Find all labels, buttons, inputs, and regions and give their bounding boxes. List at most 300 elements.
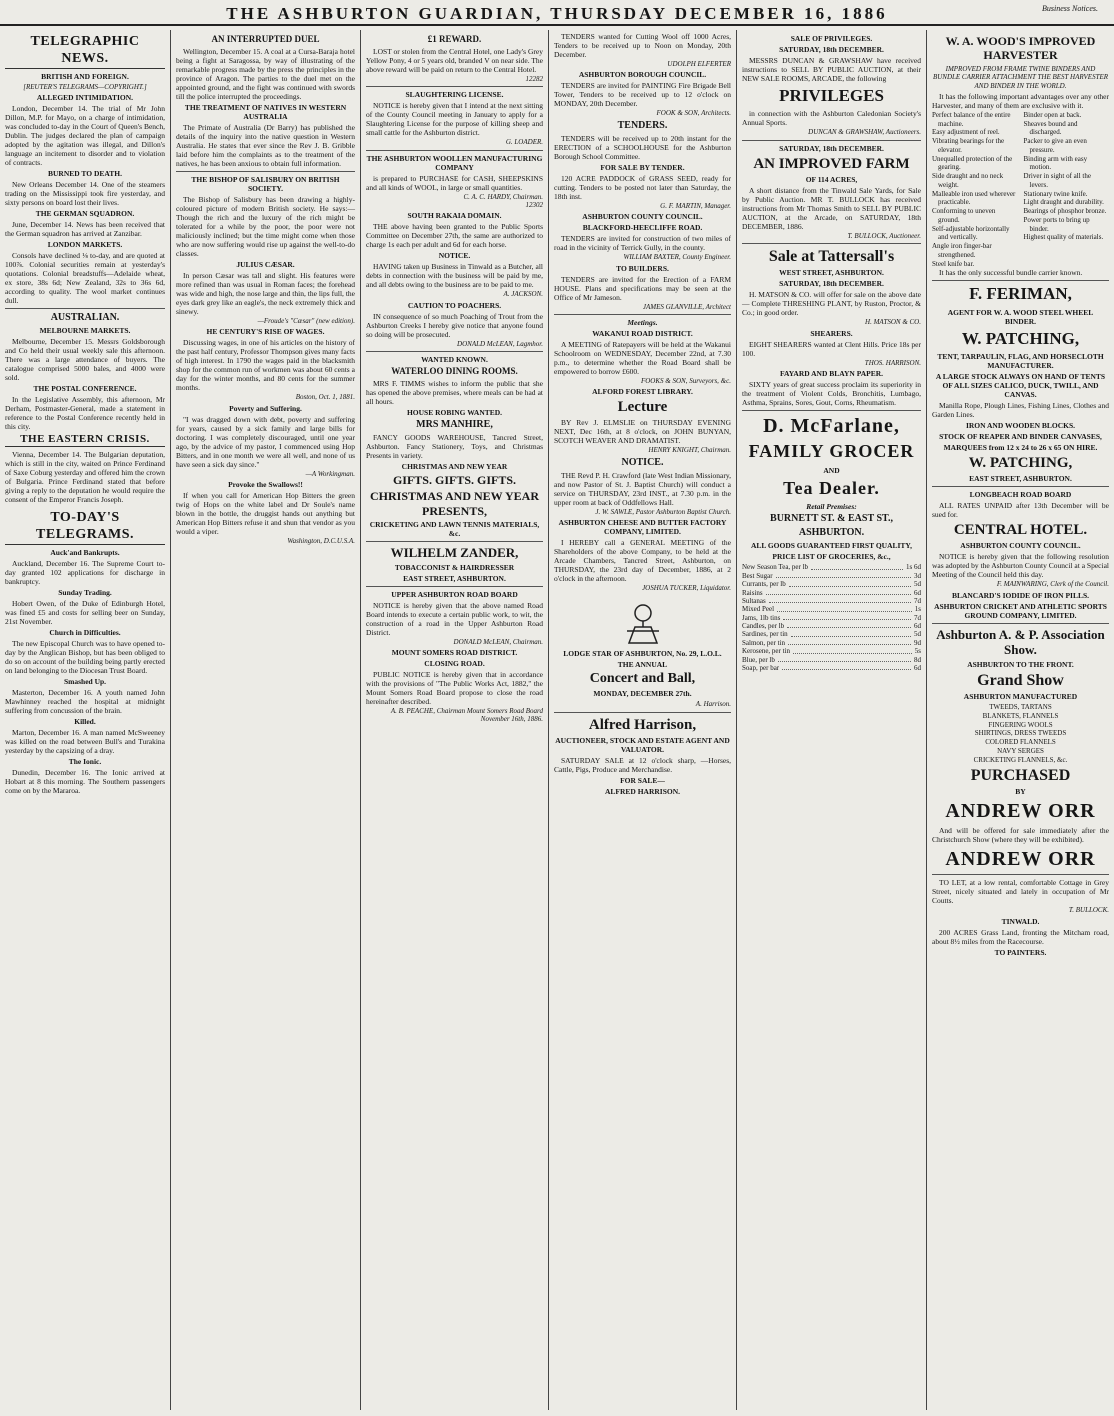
price-row [742,572,921,580]
notice-body: ALL RATES UNPAID after 13th December will be sued for. [932,501,1109,520]
tender-title: TO BUILDERS. [616,263,669,273]
ad-title: CHRISTMAS AND NEW YEAR [401,461,508,471]
notice-title: LONGBEACH ROAD BOARD [969,490,1072,500]
ad-body: MRS F. TIMMS wishes to inform the public that she has opened the above premises, where meals can be had at all hours. [366,378,543,406]
hotel-name: CENTRAL HOTEL. [953,522,1088,539]
harvester-feature: Highest quality of materials. [1023,233,1104,242]
auctioneer-footer: ALFRED HARRISON. [604,786,680,796]
australian-heading: AUSTRALIAN. [50,311,120,323]
harvester-feature: Binding arm with easy motion. [1023,154,1088,172]
harvester-feature: Angle iron finger-bar strengthened. [932,242,992,259]
article-body: "I was dragged down with debt, poverty and suffering for years, caused by a sick family and large bills for doctoring. I was completely discouraged, until one year ago, by the advice of my pastor, I commenced using Hop Bitters, and in one month we were all well, and none of us have seen a sick day since." [176,414,355,469]
concert-date: MONDAY, DECEMBER 27th. [593,689,692,699]
price-row [742,580,921,588]
news-body: Melbourne, December 15. Messrs Goldsborough and Co held their usual weekly sale this afternoon. There was a large attendance of buyers. The catalogue comprised 5000 bales, and 4000 were sold. [5,336,165,382]
price-leader [769,597,911,603]
todays-telegrams-heading: TO-DAY'S TELEGRAMS. [5,510,165,545]
auction-date: SATURDAY, 18th DECEMBER. [779,45,884,54]
meeting-body: THE Revd P. H. Crawford (late West Indian Missionary, and now Pastor of St. J. Baptist Church) will conduct a service on THURSDAY, 23rd INST., at 7.30 p.m. in the upper room at back of Oddfellows Hall. [554,470,731,507]
news-body: London, December 14. The trial of Mr John Dillon, M.P. for Mayo, on a charge of intimidation, was concluded to-day in the Court of Queen's Bench, Dublin. The judges declared the plan of campaign adopted by the agitation was illegal, and Dillon's language an incitement to disorder and to violation of contracts. [5,103,165,167]
harvester-features-left [932,111,1018,269]
price-value: 5s [914,647,921,656]
article-body: The Bishop of Salisbury has been drawing a highly-coloured picture of modern British society. He says:—Though the rich and the luxury of the rich might be tolerated for a while by the poor, the poor were not maliciously inclined; but the time might come when those who are now suffering would rise up against the well-to-do classes. [176,194,355,258]
feriman-name: F. FERIMAN, [969,284,1072,304]
auction-date: SATURDAY, 18th DECEMBER. [779,279,884,289]
harvester-feature: Vibrating bearings for the elevator. [932,137,1005,154]
ad-title: CRICKETING AND LAWN TENNIS MATERIALS, &c. [369,520,540,539]
article-title: THE BISHOP OF SALISBURY ON BRITISH SOCIETY. [191,174,340,193]
patching-lines: Manilla Rope, Plough Lines, Fishing Lines, Clothes and Garden Lines. [932,401,1109,420]
harvester-features [932,111,1109,269]
divider [554,712,731,713]
article-title: JULIUS CÆSAR. [236,259,295,269]
article-body: Wellington, December 15. A coal at a Cursa-Baraja hotel being a fight at Saragossa, by way of illustrating of the remarkable progress made by the press the principles in the province of Aragon. The parties to the duel met on the appointed ground, and the fight was continued with swords till the police interrupted the proceedings. [176,46,355,101]
andrew-orr-body: And will be offered for sale immediately after the Christchurch Show (where they will be exhibited). [932,826,1109,845]
notice-body: NOTICE is hereby given that the following resolution was adopted by the Ashburton County Council at a Special Meeting of the Council held this day. [932,552,1109,580]
subheading: BRITISH AND FOREIGN. [41,71,129,81]
notice-body: is prepared to PURCHASE for CASH, SHEEPSKINS and all kinds of WOOL, in large or small quantities. [366,173,543,192]
grocer-street: BURNETT ST. & EAST ST., [770,513,893,525]
tender-subtitle: BLACKFORD-HEECLIFFE ROAD. [582,223,703,233]
price-row [742,664,921,672]
price-item: Salmon, per tin [742,638,785,647]
notice-signature: A. B. PEACHE, Chairman Mount Somers Road Board [390,707,543,716]
divider [5,308,165,309]
notice-title: £1 REWARD. [427,34,482,44]
divider [932,623,1109,624]
price-value: 9d [914,638,921,647]
tender-signature: WILLIAM BAXTER, County Engineer. [623,253,731,262]
news-body: Marton, December 16. A man named McSweeney was killed on the road between Bull's and Turakina yesterday by the capsizing of a dray. [5,727,165,755]
price-item: Soap, per bar [742,664,780,673]
price-value: 5d [914,580,921,589]
section-label: Business Notices. [1042,4,1098,13]
ad-display: WILHELM ZANDER, [390,545,519,561]
news-title: BURNED TO DEATH. [48,168,122,178]
news-body: Vienna, December 14. The Bulgarian deputation, which is still in the city, waited on Prince Ferdinand of Saxe Coburg yesterday and offered him the crown of Bulgaria. Prince Ferdinand stated that before giving a reply to the deputation he would require the consent of the Emperor Francis Joseph. [5,450,165,505]
price-list [742,563,921,672]
price-leader [776,572,911,578]
notice-title: NOTICE. [438,251,471,261]
tender-signature: JAMES GLANVILLE, Architect [642,302,731,311]
divider [366,351,543,352]
harvester-feature: Conforming to uneven ground. [932,207,996,224]
notice-body: NOTICE is hereby given that I intend at the next sitting of the County Council meeting in January to apply for a Slaughtering License for the purpose of killing sheep and small cattle for the Ashburton district. [366,101,543,138]
news-title: Smashed Up. [63,676,107,686]
auction-display: AN IMPROVED FARM [753,155,910,172]
newspaper-title: THE ASHBURTON GUARDIAN, THURSDAY DECEMBER 16, 1886 [226,4,888,23]
harvester-footer: It has the only successful bundle carrier known. [939,268,1083,278]
eastern-crisis-heading: THE EASTERN CRISIS. [5,433,165,447]
notice-title: MOUNT SOMERS ROAD DISTRICT. [391,648,518,658]
price-value: 5d [914,630,921,639]
to-let-signature: T. BULLOCK. [1068,906,1109,915]
grocer-premises: Retail Premises: [806,502,857,512]
price-leader [789,580,911,586]
harvester-subtitle: IMPROVED FROM FRAME TWINE BINDERS AND BUNDLE CARRIER ATTACHMENT THE BEST HARVESTER AND BINDER IN THE WORLD. [932,64,1109,90]
ad-title: MRS MANHIRE, [416,418,493,430]
price-leader [777,605,912,611]
auction-body: EIGHT SHEARERS wanted at Clent Hills. Price 18s per 100. [742,339,921,358]
price-value: 6d [914,622,921,631]
auction-signature: DUNCAN & GRAWSHAW, Auctioneers. [808,128,921,137]
notice-title: CAUTION TO POACHERS. [407,300,502,310]
tender-body: TENDERS wanted for Cutting Wool off 1000 Acres, Tenders to be received up to Noon on Monday, 20th December. [554,32,731,59]
divider [932,486,1109,487]
show-title: Ashburton A. & P. Association Show. [936,626,1105,658]
price-leader [766,589,911,595]
harvester-feature: Stationary twine knife. [1023,189,1088,198]
notice-title: ASHBURTON CRICKET AND ATHLETIC SPORTS GROUND COMPANY, LIMITED. [934,601,1107,620]
price-row [742,656,921,664]
auction-signature: THOS. HARRISON. [864,358,921,367]
ad-body: FANCY GOODS WAREHOUSE, Tancred Street, Ashburton. Fancy Stationery, Toys, and Christmas Presents in variety. [366,432,543,460]
notice-date: November 16th, 1886. [480,715,543,724]
harvester-feature: Self-adjustable horizontally and vertically. [932,224,1010,242]
meeting-signature: FOOKS & SON, Surveyors, &c. [640,376,731,385]
price-value: 1s [914,605,921,614]
column-auctions [737,30,926,1410]
woollen-item: NAVY SERGES [997,746,1044,755]
patching-stock: A LARGE STOCK ALWAYS ON HAND OF TENTS OF ALL SIZES CALICO, DUCK, TWILL, AND CANVAS. [935,372,1106,400]
divider [742,140,921,141]
auctioneer-display: Alfred Harrison, [588,716,697,733]
auction-title: FAYARD AND BLAYN PAPER. [779,369,884,379]
divider [932,280,1109,281]
auction-title: SALE OF PRIVILEGES. [790,34,873,43]
feriman-subtitle: AGENT FOR W. A. WOOD STEEL WHEEL BINDER. [947,307,1094,326]
auction-signature: H. MATSON & CO. [865,318,921,327]
purchased-display: PURCHASED [970,767,1071,785]
divider [742,410,921,411]
divider [176,171,355,172]
telegraphic-heading: TELEGRAPHIC NEWS. [5,34,165,69]
news-body: The new Episcopal Church was to have opened to-day by the Anglican Bishop, but has been obliged to do so on account of the building being partly erected on land belonging to the Diocesan Trust Board. [5,638,165,675]
notice-number: 12282 [525,74,543,83]
ad-title: WATERLOO DINING ROOMS. [391,366,518,377]
price-leader [811,563,903,569]
price-row [742,597,921,605]
andrew-orr-name: ANDREW ORR [945,800,1096,823]
tender-body: 120 ACRE PADDOCK of GRASS SEED, ready for cutting. Tenders to be posted not later than Saturday, the 18th inst. [554,173,731,201]
tender-title: ASHBURTON BOROUGH COUNCIL. [578,70,707,80]
notice-title: WANTED KNOWN. [421,355,488,365]
divider [932,874,1109,875]
tender-title: ASHBURTON COUNTY COUNCIL. [582,212,703,222]
harvester-feature: Unequalled protection of the gearing. [932,154,1013,172]
price-row [742,563,921,571]
price-item: Mixed Peel [742,605,775,614]
harvester-feature: Bearings of phosphor bronze. [1023,207,1107,216]
notice-title: ASHBURTON COUNTY COUNCIL. [960,541,1081,551]
price-leader [782,664,911,670]
news-title: THE POSTAL CONFERENCE. [33,383,137,393]
meeting-body: BY Rev J. ELMSLIE on THURSDAY EVENING NEXT, Dec 16th, at 8 o'clock, on JOHN BUNYAN, SCOTCH WEAVER AND DRAMATIST. [554,418,731,446]
grocer-tea: Tea Dealer. [783,477,880,498]
article-body: In person Cæsar was tall and slight. His features were more refined than was usual in Roman faces; the forehead was wide and high, the nose large and thin, the lips full, the eyes dark grey like an eagle's, the neck extremely thick and sinewy. [176,270,355,316]
meeting-body: I HEREBY call a GENERAL MEETING of the Shareholders of the above Company, to be held at the Arcade Chambers, Tancred Street, Ashburton, on THURSDAY, the 23rd day of December, 1886, at 2 o'clock in the afternoon. [554,538,731,584]
notice-subtitle: CLOSING ROAD. [424,659,485,669]
patching-marquees: MARQUEES from 12 x 24 to 26 x 65 ON HIRE. [943,443,1098,453]
column-business-notices [927,30,1114,1410]
column-telegraphic-news [0,30,170,1410]
harvester-feature: Malleable iron used wherever practicable. [932,189,1016,207]
patching-address: EAST STREET, ASHBURTON. [969,474,1072,484]
acres-body: 200 ACRES Grass Land, fronting the Mitcham road, about 8½ miles from the Racecourse. [932,927,1109,946]
tender-title: TENDERS. [617,119,668,131]
divider [742,243,921,244]
woollen-item: SHIRTINGS, DRESS TWEEDS [974,729,1067,738]
divider [366,86,543,87]
harvester-feature: Side draught and no neck weight. [932,172,1004,189]
price-value: 8d [914,655,921,664]
tender-signature: G. F. MARTIN, Manager. [660,201,731,210]
price-leader [787,622,911,628]
news-body: Consols have declined ⅛ to-day, and are quoted at 100⅞. Colonial securities remain at yesterday's quotations. Colonial breadstuffs—Adelaide wheat, ex store, 38s 6d; New Zealand, 32s to 36s 6d, according to quality. The wool market continues dull. [5,250,165,305]
news-body: Dunedin, December 16. The Ionic arrived at Hobart at 8 this morning. The Southern passengers come on by the Mararoa. [5,767,165,795]
grocer-and: AND [823,465,840,475]
price-list-heading: PRICE LIST OF GROCERIES, &c., [772,552,891,562]
notice-number: 12302 [525,200,543,209]
price-row [742,605,921,613]
notice-body: NOTICE is hereby given that the above named Road Board intends to execute a certain public work, to wit, the construction of a road in the Upper Ashburton Road District. [366,600,543,637]
notice-body: LOST or stolen from the Central Hotel, one Lady's Grey Yellow Pony, 4 or 5 years old, branded V on near side. The above reward will be paid on return to the Central Hotel. [366,46,543,74]
price-item: Jams, 1lb tins [742,613,781,622]
auctioneer-for-sale: FOR SALE— [620,775,665,785]
meeting-title: ALFORD FOREST LIBRARY. [592,387,693,397]
news-title: ALLEGED INTIMIDATION. [36,92,134,102]
tender-body: TENDERS will be received up to 20th instant for the ERECTION of a SCHOOLHOUSE for the Ashburton Borough School Committee. [554,133,731,161]
price-item: Candles, per lb [742,622,785,631]
price-item: Raisins [742,588,763,597]
concert-annual: THE ANNUAL [617,659,668,669]
notice-title: BLANCARD'S IODIDE OF IRON PILLS. [951,590,1090,600]
auction-title: SHEARERS. [810,328,853,338]
grocer-town: ASHBURTON. [798,527,865,539]
news-title: The Ionic. [68,756,102,766]
meeting-signature: JOSHUA TUCKER, Liquidator. [642,584,731,593]
article-body: If when you call for American Hop Bitters the green twig of Hops on the white label and Dr Soule's name blown in the bottle, the druggist hands out anything but American Hop Bitters refuse it and shun that vendor as you would a viper. [176,490,355,536]
ad-display: GIFTS. GIFTS. GIFTS. [392,472,517,487]
news-title: Auck'and Bankrupts. [50,547,120,557]
tender-title: FOR SALE BY TENDER. [600,162,685,172]
show-subtitle: ASHBURTON TO THE FRONT. [967,659,1074,669]
notice-signature: F. MAINWARING, Clerk of the Council. [996,580,1109,589]
masthead [0,0,1114,26]
notice-signature: C. A. C. HARDY, Chairman. [463,192,543,201]
notice-signature: DONALD McLEAN, Lagmhor. [457,339,543,348]
patching-name: W. PATCHING, [961,328,1080,348]
lecture-display: Lecture [617,399,668,416]
news-title: Sunday Trading. [58,587,112,597]
harvester-feature: Light draught and durability. [1023,198,1104,207]
news-title: MELBOURNE MARKETS. [39,325,131,335]
news-body: June, December 14. News has been received that the German squadron has arrived at Zanzibar. [5,219,165,238]
notice-body: PUBLIC NOTICE is hereby given that in accordance with the provisions of "The Public Works Act, 1882," the Mount Somers Road Board propose to close the road hereinafter described. [366,670,543,707]
price-row [742,622,921,630]
tender-signature: UDOLPH ELFERTER [667,60,731,68]
ad-title: EAST STREET, ASHBURTON. [403,573,506,583]
price-row [742,639,921,647]
article-title: HE CENTURY'S RISE OF WAGES. [206,327,325,337]
notice-body: THE above having been granted to the Public Sports Committee on December 27th, the same are authorized to charge 1s each per adult and 6d for each horse. [366,222,543,250]
article-body: The Primate of Australia (Dr Barry) has published the details of the inquiry into the native question in Western Australia. He states that ever since the Rev J. B. Gribble laid before him the complaints as to the treatment of the natives, he has been anxious to obtain full information. [176,122,355,168]
news-body: Auckland, December 16. The Supreme Court to-day granted 102 applications for discharge in bankruptcy. [5,558,165,586]
grocer-name: D. McFarlane, [763,415,900,438]
concert-display: Concert and Ball, [589,670,696,686]
auction-subtitle: OF 114 ACRES, [805,174,858,184]
show-display: Grand Show [977,671,1064,689]
price-value: 7d [914,596,921,605]
woollen-item: COLORED FLANNELS [985,738,1056,746]
meeting-title: WAKANUI ROAD DISTRICT. [592,328,693,338]
divider [366,541,543,542]
auction-display: PRIVILEGES [779,86,884,105]
article-title: AN INTERRUPTED DUEL [211,34,320,44]
harvester-features-right [1024,111,1110,269]
article-signature: —Froude's "Cæsar" (new edition). [257,316,355,325]
patching-name-2: W. PATCHING, [968,455,1073,472]
meeting-signature: J. W. SAWLE, Pastor Ashburton Baptist Church. [595,507,731,516]
patching-subtitle: TENT, TARPAULIN, FLAG, AND HORSECLOTH MANUFACTURER. [937,352,1104,371]
article-signature: —A Workingman. [305,469,355,478]
auction-display: Sale at Tattersall's [768,248,895,266]
price-item: Currants, per lb [742,580,786,589]
price-value: 6d [914,664,921,673]
tender-signature: FOOK & SON, Architects. [656,109,731,118]
news-title: Church in Difficulties. [49,627,121,637]
news-body: New Orleans December 14. One of the steamers trading on the Mississippi took fire yesterday, and sixty persons on board lost their lives. [5,179,165,207]
harvester-feature: Power ports to bring up binder. [1023,215,1090,233]
price-item: New Season Tea, per lb [742,563,809,572]
price-row [742,589,921,597]
article-title: THE TREATMENT OF NATIVES IN WESTERN AUSTRALIA [184,102,347,121]
news-title: THE GERMAN SQUADRON. [35,208,135,218]
meeting-signature: HENRY KNIGHT, Chairman. [648,446,731,455]
news-title: Killed. [74,716,96,726]
auction-body: in connection with the Ashburton Caledonian Society's Annual Sports. [742,109,921,128]
notice-signature: DONALD McLEAN, Chairman. [453,637,543,646]
price-value: 6d [914,588,921,597]
news-title: LONDON MARKETS. [47,239,123,249]
section-heading: Meetings. [627,317,658,327]
notice-signature: G. LOADER. [505,138,543,147]
price-item: Blue, per lb [742,655,775,664]
harvester-feature: Perfect balance of the entire machine. [932,110,1011,128]
concert-lodge: LODGE STAR OF ASHBURTON, No. 29, L.O.L. [563,648,722,658]
news-body: Hobert Owen, of the Duke of Edinburgh Hotel, was fined £5 and costs for selling beer on Sunday, 21st November. [5,598,165,626]
auction-body: MESSRS DUNCAN & GRAWSHAW have received instructions to SELL BY PUBLIC AUCTION, at their NEW SALE ROOMS, ARCADE, the following [742,56,921,83]
price-item: Kerosene, per tin [742,647,791,656]
harvester-feature: Steel knife bar. [932,259,975,268]
price-value: 3d [914,571,921,580]
notice-title: THE ASHBURTON WOOLLEN MANUFACTURING COMPANY [366,153,543,172]
price-item: Best Sugar [742,571,773,580]
auction-signature: T. BULLOCK, Auctioneer. [847,231,921,240]
price-item: Sardines, per tin [742,630,788,639]
article-signature: Boston, Oct. 1, 1881. [295,393,355,402]
price-row [742,614,921,622]
article-signature: Washington, D.C.U.S.A. [287,536,355,545]
ad-title: TOBACCONIST & HAIRDRESSER [394,562,515,572]
harvester-feature: Easy adjustment of reel. [932,128,1000,137]
woollen-item: TWEEDS, TARTANS [989,703,1052,711]
notice-body: HAVING taken up Business in Tinwald as a Butcher, all debts in connection with the business will be paid by me, and all debts owing to the business are to be paid to me. [366,262,543,290]
patching-canvases: STOCK OF REAPER AND BINDER CANVASES, [939,432,1102,442]
notice-title: SOUTH RAKAIA DOMAIN. [407,211,502,221]
column-articles [171,30,360,1410]
auctioneer-subtitle: AUCTIONEER, STOCK AND ESTATE AGENT AND VALUATOR. [555,735,730,754]
harvester-body: It has the following important advantages over any other Harvester, and many of them are exclusive with it. [932,91,1109,110]
grocer-trade: FAMILY GROCER [748,441,915,462]
andrew-orr-name-2: ANDREW ORR [945,848,1096,871]
price-row [742,647,921,655]
news-body: In the Legislative Assembly, this afternoon, Mr Derham, Postmaster-General, made a statement in reference to the Postal Conference recently held in this city. [5,394,165,431]
divider [366,586,543,587]
price-leader [778,656,911,662]
woollen-item: CRICKETING FLANNELS, &c. [973,755,1068,764]
harvester-title: W. A. WOOD'S IMPROVED HARVESTER [945,34,1096,63]
auctioneer-body: SATURDAY SALE at 12 o'clock sharp, —Horses, Cattle, Pigs, Produce and Merchandise. [554,755,731,774]
woollen-item: FINGERING WOOLS [988,720,1053,729]
grocer-guarantee: ALL GOODS GUARANTEED FIRST QUALITY, [750,541,913,551]
harvester-feature: Packer to give an even pressure. [1023,137,1087,154]
article-title: Poverty and Suffering. [229,403,302,413]
by-label: BY [1015,787,1026,797]
tinwald-heading: TINWALD. [1001,916,1040,926]
divider [554,314,731,315]
meeting-title: ASHBURTON CHEESE AND BUTTER FACTORY COMPANY, LIMITED. [558,518,727,537]
concert-signature: A. Harrison. [695,700,731,709]
meeting-title: NOTICE. [621,456,664,468]
notice-title: SLAUGHTERING LICENSE. [405,90,504,100]
harvester-feature: Sheaves bound and discharged. [1023,119,1078,137]
notice-signature: A. JACKSON. [503,290,543,299]
price-item: Sultanas [742,596,766,605]
tender-body: TENDERS are invited for construction of two miles of road in the vicinity of Terrick Gully, in the county. [554,234,731,253]
tender-body: TENDERS are invited for PAINTING Fire Brigade Bell Tower, Tenders to be received up to 12 o'clock on MONDAY, 20th December. [554,81,731,109]
price-value: 1s 6d [906,563,921,572]
price-value: 7d [914,613,921,622]
news-body: Masterton, December 16. A youth named John Mawhinney reached the hospital at midnight suffering from concussion of the brain. [5,687,165,715]
woollen-item: BLANKETS, FLANNELS [982,711,1059,720]
article-body: Discussing wages, in one of his articles on the history of the past half century, Professor Thompson gives many facts of high interest. In 1790 the wages paid in the blacksmith shop for the common run of workmen was about 60 cents a day for the winter months, and 80 cents for the summer months. [176,338,355,393]
harvester-feature: Binder open at back. [1023,110,1082,119]
price-leader [788,639,911,645]
auction-date: SATURDAY, 18th DECEMBER. [779,143,884,153]
auction-body: H. MATSON & CO. will offer for sale on the above date— Complete THRESHING PLANT, by Ruston, Proctor, & Co.; in good order. [742,290,921,318]
lodge-emblem-icon [613,597,673,645]
harvester-feature: Driver in sight of all the levers. [1023,172,1091,189]
meeting-body: A MEETING of Ratepayers will be held at the Wakanui Schoolroom on WEDNESDAY, December 22nd, at 7.30 p.m., to determine whether the Road Board shall be empowered to borrow £600. [554,339,731,376]
price-leader [793,647,912,653]
patching-blocks: IRON AND WOODEN BLOCKS. [965,421,1076,431]
ad-display: CHRISTMAS AND NEW YEAR PRESENTS, [369,489,540,518]
price-leader [791,630,911,636]
notice-body: IN consequence of so much Poaching of Trout from the Ashburton Creeks I hereby give notice that anyone found so doing will be prosecuted. [366,311,543,339]
ad-title: HOUSE ROBING WANTED. [406,407,503,417]
column-public-notices [361,30,548,1410]
divider [366,150,543,151]
column-tenders [549,30,736,1410]
woollen-list [932,703,1109,764]
auction-subtitle: WEST STREET, ASHBURTON. [779,268,884,278]
article-title: Provoke the Swallows!! [228,479,303,489]
painters-heading: TO PAINTERS. [994,947,1047,957]
price-leader [783,614,911,620]
auction-body: SIXTY years of great success proclaim its superiority in the treatment of Violent Colds, Bronchitis, Lumbago, Asthma, Sprains, Sores, Gout, Corns, Rheumatism. [742,380,921,408]
woollen-heading: ASHBURTON MANUFACTURED [963,692,1078,701]
